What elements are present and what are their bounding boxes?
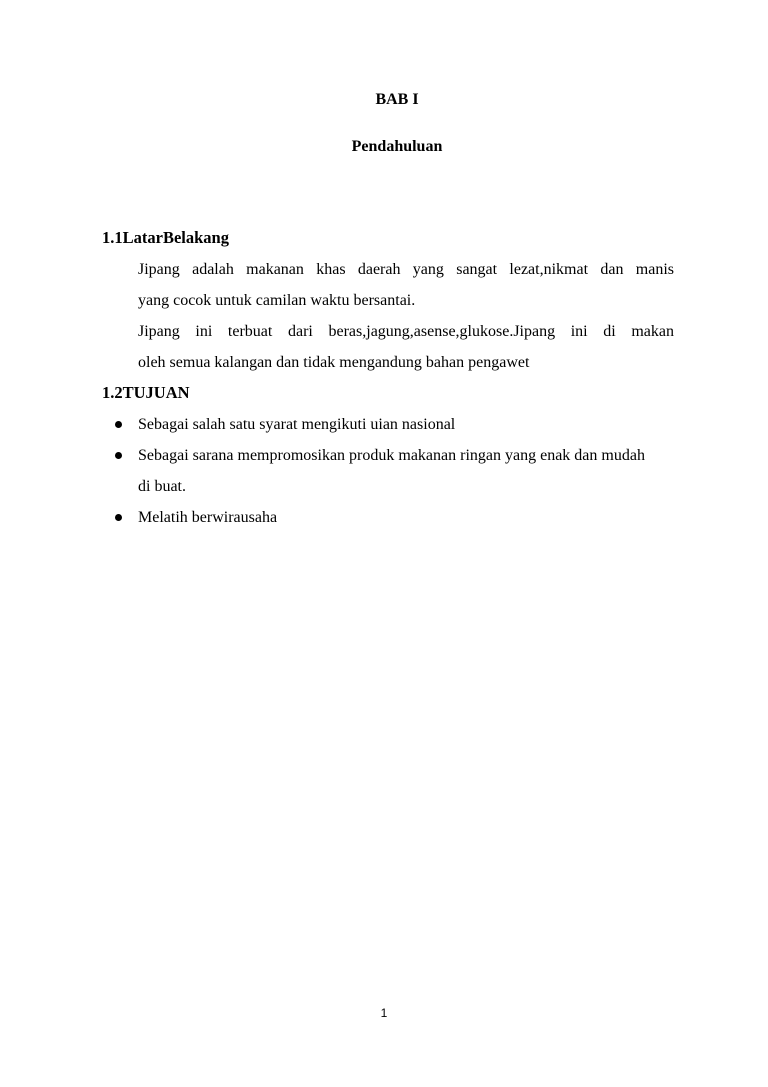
- bullet-icon: [115, 421, 122, 428]
- bullet-icon: [115, 514, 122, 521]
- paragraph-1-line-2: yang cocok untuk camilan waktu bersantai.: [138, 292, 416, 309]
- list-item: [0, 502, 658, 533]
- chapter-label: BAB I: [375, 91, 419, 108]
- paragraph-1: [138, 254, 674, 316]
- list-item: [0, 409, 658, 440]
- chapter-title: Pendahuluan: [351, 138, 443, 155]
- list-item: [0, 440, 658, 502]
- list-item-text: Melatih berwirausaha: [138, 509, 278, 526]
- page-number: 1: [380, 1006, 388, 1020]
- list-item-text: Sebagai salah satu syarat mengikuti uian nasional: [138, 416, 456, 433]
- bullet-icon: [115, 452, 122, 459]
- paragraph-2: [138, 316, 674, 378]
- section-heading-latar-belakang: 1.1LatarBelakang: [102, 228, 229, 247]
- paragraph-1-line-1: Jipang adalah makanan khas daerah yang sangat lezat,nikmat dan manis: [138, 261, 674, 278]
- section-heading-tujuan: 1.2TUJUAN: [102, 383, 190, 402]
- list-item-text: Sebagai sarana mempromosikan produk makanan ringan yang enak dan mudah di buat.: [138, 447, 645, 495]
- paragraph-2-line-1: Jipang ini terbuat dari beras,jagung,asense,glukose.Jipang ini di makan: [138, 323, 674, 340]
- tujuan-bullet-list: [0, 409, 768, 533]
- paragraph-2-line-2: oleh semua kalangan dan tidak mengandung bahan pengawet: [138, 354, 530, 371]
